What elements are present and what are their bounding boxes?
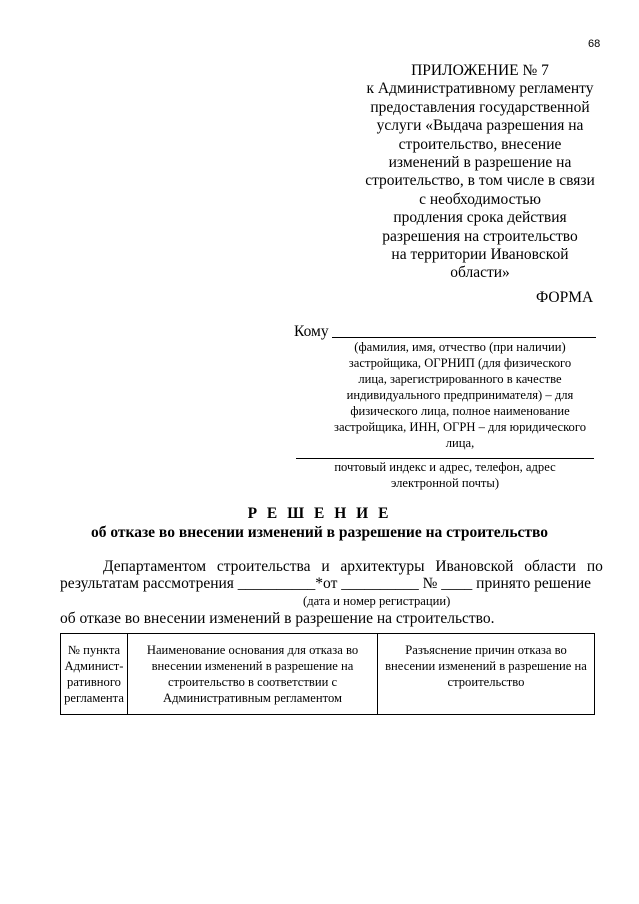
appendix-line: строительство, в том числе в связи (365, 172, 595, 190)
address-hint (296, 459, 594, 491)
table-header-cell (128, 634, 378, 715)
page-number: 68 (588, 38, 601, 50)
results-line: результатам рассмотрения __________*от __________ № ____ принято решение (60, 575, 592, 592)
table-header-cell (61, 634, 128, 715)
department-line (103, 558, 603, 576)
body-word: Департаментом (103, 558, 207, 575)
hint-line: застройщика, ИНН, ОГРН – для юридического (333, 420, 587, 434)
cell-line: ративного (67, 675, 121, 689)
appendix-line: предоставления государственной (370, 98, 590, 116)
cell-line: Разъяснение причин отказа во (405, 643, 567, 657)
appendix-line: продления срока действия (393, 209, 567, 227)
cell-line: строительство в соответствии с (167, 675, 338, 689)
cell-line: строительство (447, 675, 525, 689)
cell-line: Админист- (64, 659, 124, 673)
appendix-line: к Административному регламенту (366, 80, 594, 98)
addressee-field-line[interactable] (332, 337, 596, 338)
addressee-hint (318, 339, 602, 451)
hint-line: лица, (445, 436, 475, 450)
body-word: архитектуры (340, 558, 425, 575)
cell-line: Наименование основания для отказа во (146, 643, 359, 657)
body-word: строительства (216, 558, 311, 575)
hint-line: электронной почты) (390, 476, 500, 490)
cell-line: регламента (64, 691, 124, 705)
refusal-line: об отказе во внесении изменений в разрешение на строительство. (60, 610, 495, 627)
body-word: и (321, 558, 330, 575)
table-header-row (61, 634, 595, 715)
appendix-heading (350, 62, 610, 283)
table-header-cell (378, 634, 595, 715)
hint-line: застройщика, ОГРНИП (для физического (348, 356, 572, 370)
body-word: области (524, 558, 577, 575)
addressee-label: Кому (294, 323, 329, 340)
form-label: ФОРМА (536, 289, 594, 306)
registration-hint: (дата и номер регистрации) (303, 594, 451, 608)
appendix-line: изменений в разрешение на (388, 154, 572, 172)
appendix-line: ПРИЛОЖЕНИЕ № 7 (411, 62, 549, 79)
hint-line: физического лица, полное наименование (350, 404, 570, 418)
cell-line: внесении изменений в разрешение на (151, 659, 354, 673)
refusal-reasons-table (60, 633, 595, 715)
appendix-line: разрешения на строительство (382, 227, 578, 245)
document-subtitle: об отказе во внесении изменений в разрешение на строительство (90, 524, 549, 541)
cell-line: № пункта (67, 643, 121, 657)
body-word: Ивановской (435, 558, 514, 575)
appendix-line: строительство, внесение (398, 135, 562, 153)
hint-line: лица, зарегистрированного в качестве (358, 372, 562, 386)
cell-line: внесении изменений в разрешение на (385, 659, 587, 673)
hint-line: почтовый индекс и адрес, телефон, адрес (334, 460, 556, 474)
body-word: по (586, 558, 603, 575)
hint-line: индивидуального предпринимателя) – для (346, 388, 574, 402)
appendix-line: услуги «Выдача разрешения на (376, 117, 584, 135)
hint-line: (фамилия, имя, отчество (при наличии) (354, 340, 566, 354)
appendix-line: с необходимостью (419, 190, 541, 208)
document-title: Р Е Ш Е Н И Е (247, 505, 392, 522)
appendix-line: на территории Ивановской (391, 246, 569, 264)
appendix-line: области» (450, 264, 510, 282)
cell-line: Административным регламентом (163, 691, 342, 705)
